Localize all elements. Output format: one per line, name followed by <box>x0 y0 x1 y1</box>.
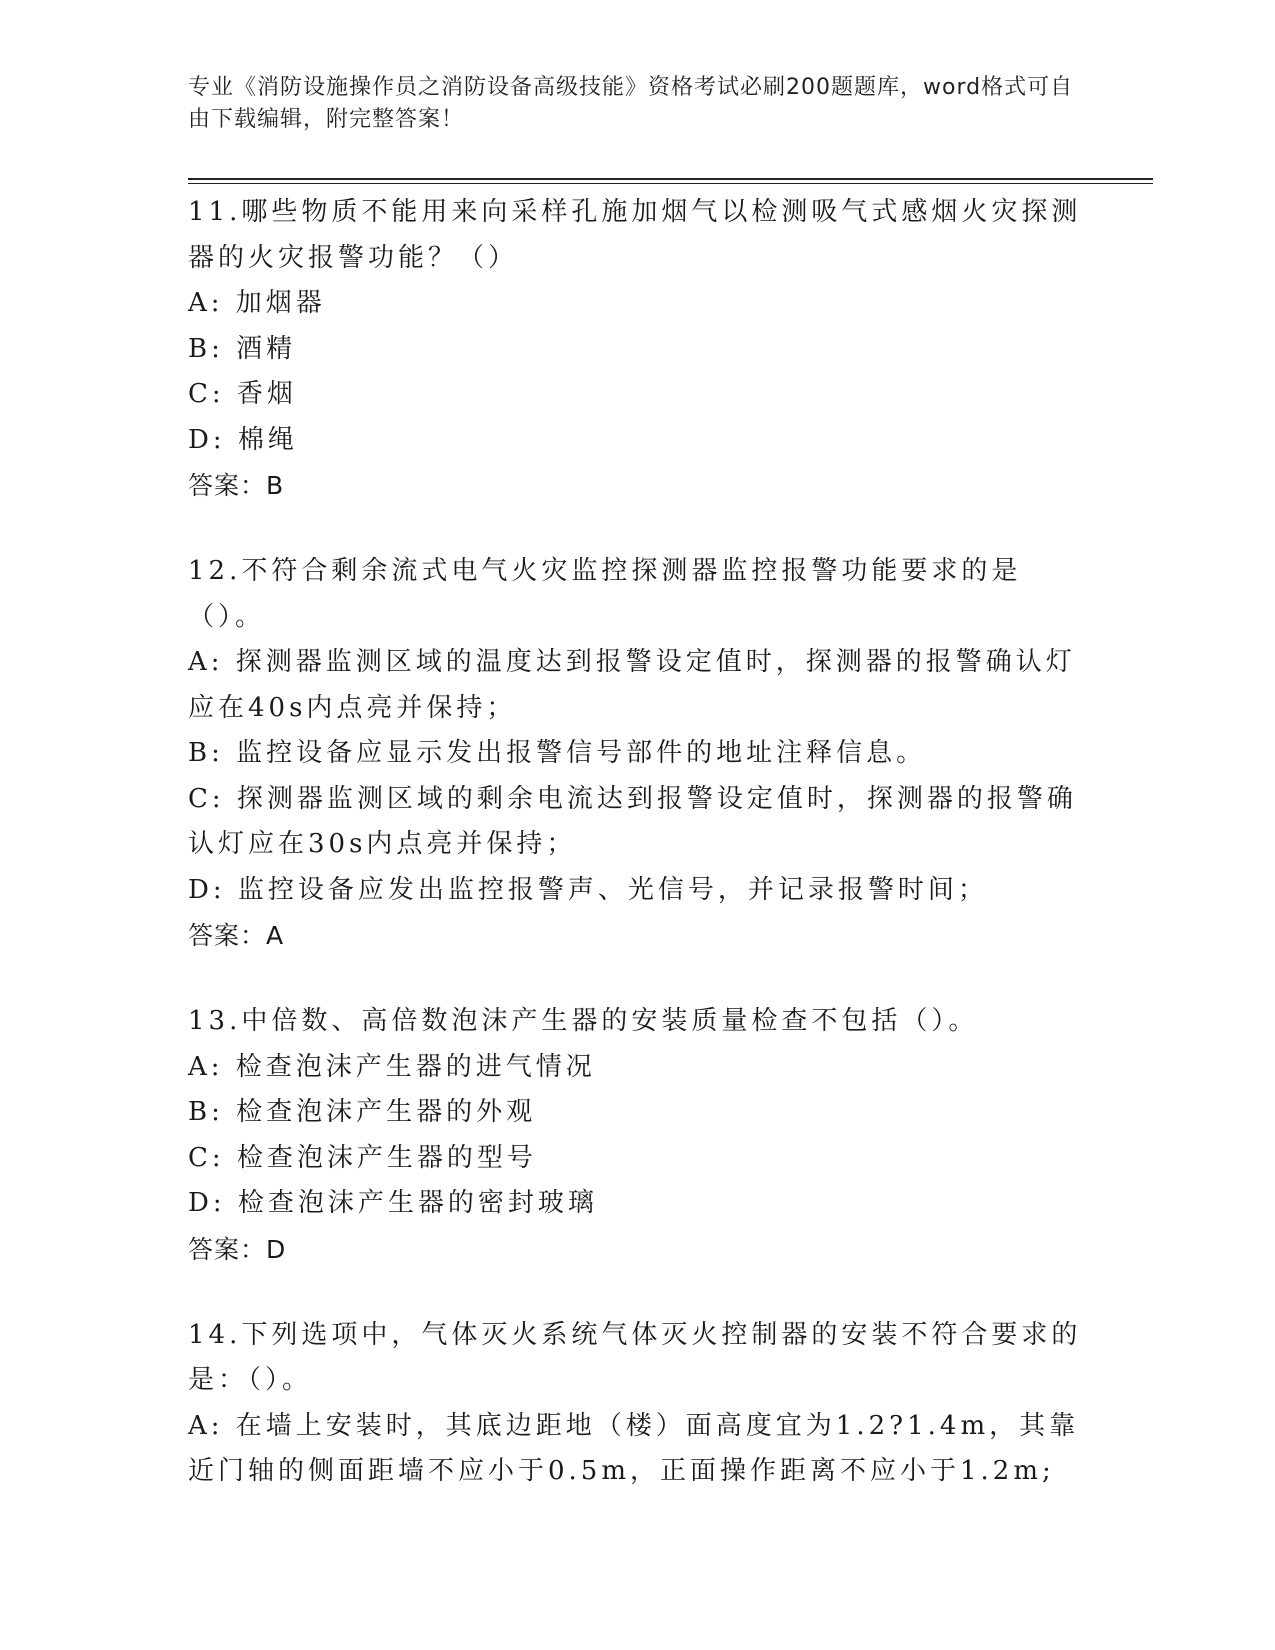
option-a: A: 加烟器 <box>188 288 326 318</box>
option-b: B: 酒精 <box>188 333 297 364</box>
question-list <box>188 190 1088 1535</box>
question-stem: 11.哪些物质不能用来向采样孔施加烟气以检测吸气式感烟火灾探测器的火灾报警功能？（） <box>188 197 1082 273</box>
option-a: A: 检查泡沫产生器的进气情况 <box>188 1051 596 1082</box>
question-11 <box>188 190 1088 509</box>
question-13 <box>188 999 1088 1273</box>
answer-line: 答案：A <box>188 921 285 950</box>
option-a: A: 在墙上安装时，其底边距地（楼）面高度宜为1.2?1.4m，其靠近门轴的侧面距墙不应小于0.5m，正面操作距离不应小于1.2m; <box>188 1410 1080 1486</box>
question-14 <box>188 1313 1088 1495</box>
question-stem: 12.不符合剩余流式电气火灾监控探测器监控报警功能要求的是（）。 <box>188 556 1022 632</box>
header-divider-thick <box>188 178 1153 180</box>
question-12 <box>188 549 1088 959</box>
option-d: D: 棉绳 <box>188 424 298 455</box>
option-c: C: 探测器监测区域的剩余电流达到报警设定值时，探测器的报警确认灯应在30s内点亮并保持； <box>188 783 1077 859</box>
option-d: D: 检查泡沫产生器的密封玻璃 <box>188 1188 598 1218</box>
question-stem: 13.中倍数、高倍数泡沫产生器的安装质量检查不包括（）。 <box>188 1006 979 1036</box>
option-b: B: 监控设备应显示发出报警信号部件的地址注释信息。 <box>188 738 927 768</box>
document-header: 专业《消防设施操作员之消防设备高级技能》资格考试必刷200题题库，word格式可自由下载编辑，附完整答案！ <box>188 75 1074 132</box>
option-b: B: 检查泡沫产生器的外观 <box>188 1097 537 1127</box>
answer-line: 答案：B <box>188 471 285 500</box>
option-c: C: 检查泡沫产生器的型号 <box>188 1142 537 1173</box>
header-divider-thin <box>188 183 1153 184</box>
question-stem: 14.下列选项中，气体灭火系统气体灭火控制器的安装不符合要求的是：（）。 <box>188 1319 1082 1395</box>
option-a: A: 探测器监测区域的温度达到报警设定值时，探测器的报警确认灯应在40s内点亮并保持； <box>188 647 1076 723</box>
option-d: D: 监控设备应发出监控报警声、光信号，并记录报警时间； <box>188 874 988 905</box>
option-c: C: 香烟 <box>188 379 297 409</box>
answer-line: 答案：D <box>188 1234 287 1264</box>
